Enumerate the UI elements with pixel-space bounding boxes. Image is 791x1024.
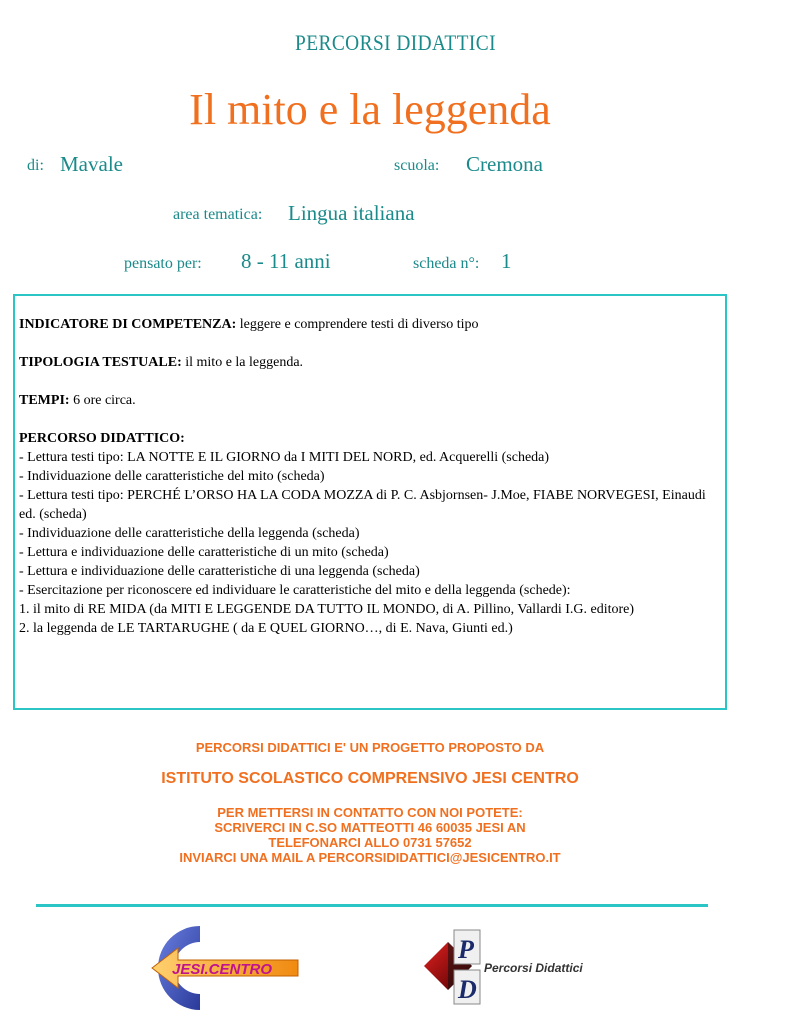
list-item: - Lettura testi tipo: LA NOTTE E IL GIORNO da I MITI DEL NORD, ed. Acquerelli (scheda): [19, 450, 550, 465]
divider: [36, 904, 708, 907]
typology-text: il mito e la leggenda.: [181, 355, 304, 370]
typology-label: TIPOLOGIA TESTUALE:: [19, 355, 182, 370]
jesi-logo-graphic: [138, 918, 318, 1018]
list-item: 2. la leggenda de LE TARTARUGHE ( da E QUEL GIORNO…, di E. Nava, Giunti ed.): [19, 621, 513, 636]
competence-line: [19, 315, 721, 334]
content-box: [13, 294, 727, 710]
jesi-centro-logo: [138, 918, 318, 1018]
pd-logo-d: D: [458, 975, 477, 1004]
school-label: scuola:: [394, 157, 440, 174]
area-label: area tematica:: [173, 206, 263, 223]
typology-line: [19, 353, 721, 372]
list-item: - Individuazione delle caratteristiche della leggenda (scheda): [19, 526, 360, 541]
list-item: - Individuazione delle caratteristiche del mito (scheda): [19, 469, 325, 484]
list-item: - Lettura e individuazione delle caratteristiche di un mito (scheda): [19, 545, 389, 560]
time-line: [19, 391, 721, 410]
contact-block: [0, 805, 740, 865]
pd-logo-text: Percorsi Didattici: [484, 961, 583, 975]
contact-title: PER METTERSI IN CONTATTO CON NOI POTETE:: [217, 805, 523, 820]
list-item: - Lettura testi tipo: PERCHÉ L’ORSO HA LA CODA MOZZA di P. C. Asbjornsen- J.Moe, FIABE NORVEGESI, Einaudi ed. (scheda): [19, 488, 706, 522]
institute-name: ISTITUTO SCOLASTICO COMPRENSIVO JESI CENTRO: [161, 770, 579, 787]
age-label: pensato per:: [124, 255, 202, 272]
author-label: di:: [27, 157, 44, 174]
contact-phone: TELEFONARCI ALLO 0731 57652: [268, 835, 472, 850]
time-label: TEMPI:: [19, 393, 70, 408]
list-item: - Lettura e individuazione delle caratteristiche di una leggenda (scheda): [19, 564, 420, 579]
list-item: - Esercitazione per riconoscere ed individuare le caratteristiche del mito e della leggenda (schede):: [19, 583, 571, 598]
series-title: PERCORSI DIDATTICI: [295, 30, 496, 55]
sheet-label: scheda n°:: [413, 255, 480, 272]
sheet-value: 1: [501, 249, 512, 273]
age-value: 8 - 11 anni: [241, 249, 331, 273]
competence-text: leggere e comprendere testi di diverso tipo: [236, 317, 479, 332]
list-item: 1. il mito di RE MIDA (da MITI E LEGGENDE DA TUTTO IL MONDO, di A. Pillino, Vallardi I.G. editore): [19, 602, 635, 617]
school-value: Cremona: [466, 152, 543, 176]
path-heading: PERCORSO DIDATTICO:: [19, 431, 185, 446]
contact-mail: INVIARCI UNA MAIL A PERCORSIDIDATTICI@JESICENTRO.IT: [179, 850, 561, 865]
project-line: PERCORSI DIDATTICI E' UN PROGETTO PROPOSTO DA: [195, 740, 545, 755]
time-text: 6 ore circa.: [69, 393, 136, 408]
percorsi-didattici-logo: [418, 926, 618, 1006]
contact-address: SCRIVERCI IN C.SO MATTEOTTI 46 60035 JESI AN: [214, 820, 526, 835]
author-value: Mavale: [60, 152, 123, 176]
jesi-logo-text: JESI.CENTRO: [172, 961, 273, 978]
competence-label: INDICATORE DI COMPETENZA:: [19, 317, 237, 332]
pd-logo-p: P: [458, 935, 474, 964]
pd-logo-graphic: [418, 926, 618, 1006]
area-value: Lingua italiana: [288, 201, 415, 225]
page-title: Il mito e la leggenda: [189, 85, 551, 134]
